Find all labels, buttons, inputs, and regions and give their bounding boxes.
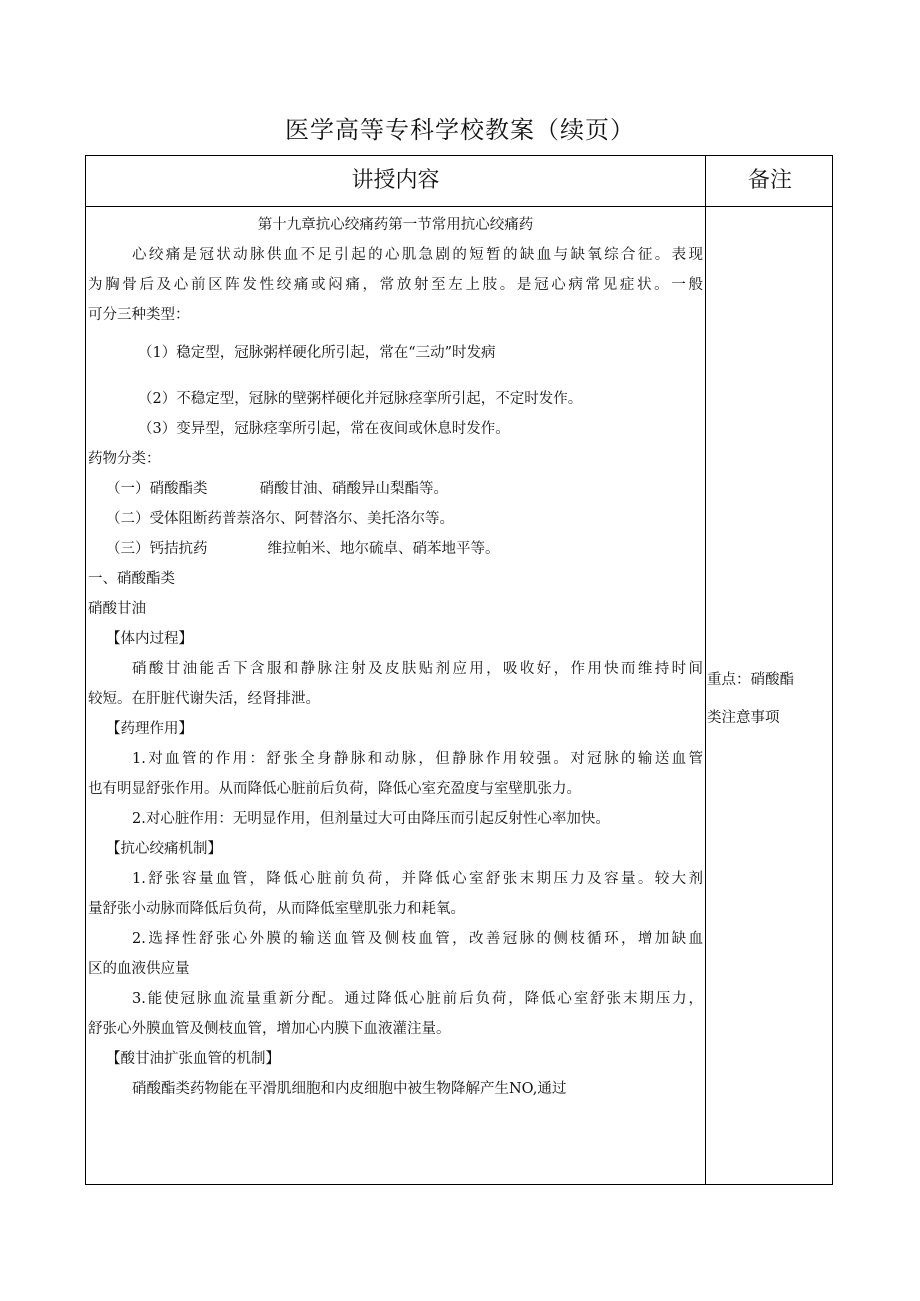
- class-drugs: 维拉帕米、地尔硫卓、硝苯地平等。: [267, 541, 500, 557]
- class-label: （二）受体阻断药普萘洛尔、阿替洛尔、美托洛尔等。: [106, 511, 454, 527]
- paragraph-line: 较短。在肝脏代谢失活，经肾排泄。: [88, 691, 320, 707]
- column-divider: [705, 156, 706, 1184]
- drug-name: 硝酸甘油: [88, 601, 146, 617]
- page-title: 医学高等专科学校教案（续页）: [285, 116, 635, 144]
- remark-line: 重点：硝酸酯: [707, 672, 794, 688]
- remarks-content: [707, 661, 832, 737]
- class-label: （三）钙拮抗药: [106, 541, 208, 557]
- section-heading: 一、硝酸酯类: [88, 571, 175, 587]
- lecture-content: [88, 210, 703, 1104]
- class-item: [88, 504, 703, 534]
- paragraph-line: 区的血液供应量: [88, 961, 190, 977]
- type-item: （3）变异型，冠脉痉挛所引起，常在夜间或休息时发作。: [138, 421, 510, 437]
- subheading: 【酸甘油扩张血管的机制】: [106, 1051, 280, 1067]
- class-item: [88, 534, 703, 564]
- header-divider: [86, 206, 832, 207]
- paragraph-line: 硝酸甘油能舌下含服和静脉注射及皮肤贴剂应用，吸收好，作用快而维持时间: [132, 661, 703, 677]
- paragraph-line: 心绞痛是冠状动脉供血不足引起的心肌急剧的短暂的缺血与缺氧综合征。表现: [132, 247, 703, 263]
- subheading: 【药理作用】: [106, 721, 193, 737]
- chapter-heading: 第十九章抗心绞痛药第一节常用抗心绞痛药: [257, 217, 534, 233]
- paragraph-line: 2.选择性舒张心外膜的输送血管及侧枝血管，改善冠脉的侧枝循环，增加缺血: [132, 931, 703, 947]
- subheading: 【体内过程】: [106, 631, 193, 647]
- header-remarks: 备注: [747, 168, 792, 193]
- paragraph-line: 量舒张小动脉而降低后负荷，从而降低室壁肌张力和耗氧。: [88, 901, 465, 917]
- header-lecture-content: 讲授内容: [351, 168, 440, 193]
- class-drugs: 硝酸甘油、硝酸异山梨酯等。: [259, 481, 448, 497]
- paragraph-line: 为胸骨后及心前区阵发性绞痛或闷痛，常放射至左上肢。是冠心病常见症状。一般: [88, 277, 703, 293]
- paragraph-line: 3.能使冠脉血流量重新分配。通过降低心脏前后负荷，降低心室舒张末期压力，: [132, 991, 703, 1007]
- class-item: [88, 474, 703, 504]
- class-heading: 药物分类：: [88, 451, 161, 467]
- remark-line: 类注意事项: [707, 710, 780, 726]
- paragraph-line: 1.舒张容量血管，降低心脏前负荷，并降低心室舒张末期压力及容量。较大剂: [132, 871, 703, 887]
- paragraph-line: 可分三种类型：: [88, 307, 190, 323]
- class-label: （一）硝酸酯类: [106, 481, 208, 497]
- paragraph-line: 也有明显舒张作用。从而降低心脏前后负荷，降低心室充盈度与室壁肌张力。: [88, 781, 581, 797]
- paragraph-line: 硝酸酯类药物能在平滑肌细胞和内皮细胞中被生物降解产生NO,通过: [132, 1081, 567, 1097]
- lesson-table: [85, 155, 833, 1185]
- type-item: （1）稳定型，冠脉粥样硬化所引起，常在“三动”时发病: [138, 345, 496, 361]
- paragraph-line: 舒张心外膜血管及侧枝血管，增加心内膜下血液灌注量。: [88, 1021, 451, 1037]
- paragraph-line: 2.对心脏作用：无明显作用，但剂量过大可由降压而引起反射性心率加快。: [132, 811, 610, 827]
- subheading: 【抗心绞痛机制】: [106, 841, 222, 857]
- type-item: （2）不稳定型，冠脉的壁粥样硬化并冠脉痉挛所引起，不定时发作。: [138, 391, 583, 407]
- paragraph-line: 1.对血管的作用：舒张全身静脉和动脉，但静脉作用较强。对冠脉的输送血管: [132, 751, 703, 767]
